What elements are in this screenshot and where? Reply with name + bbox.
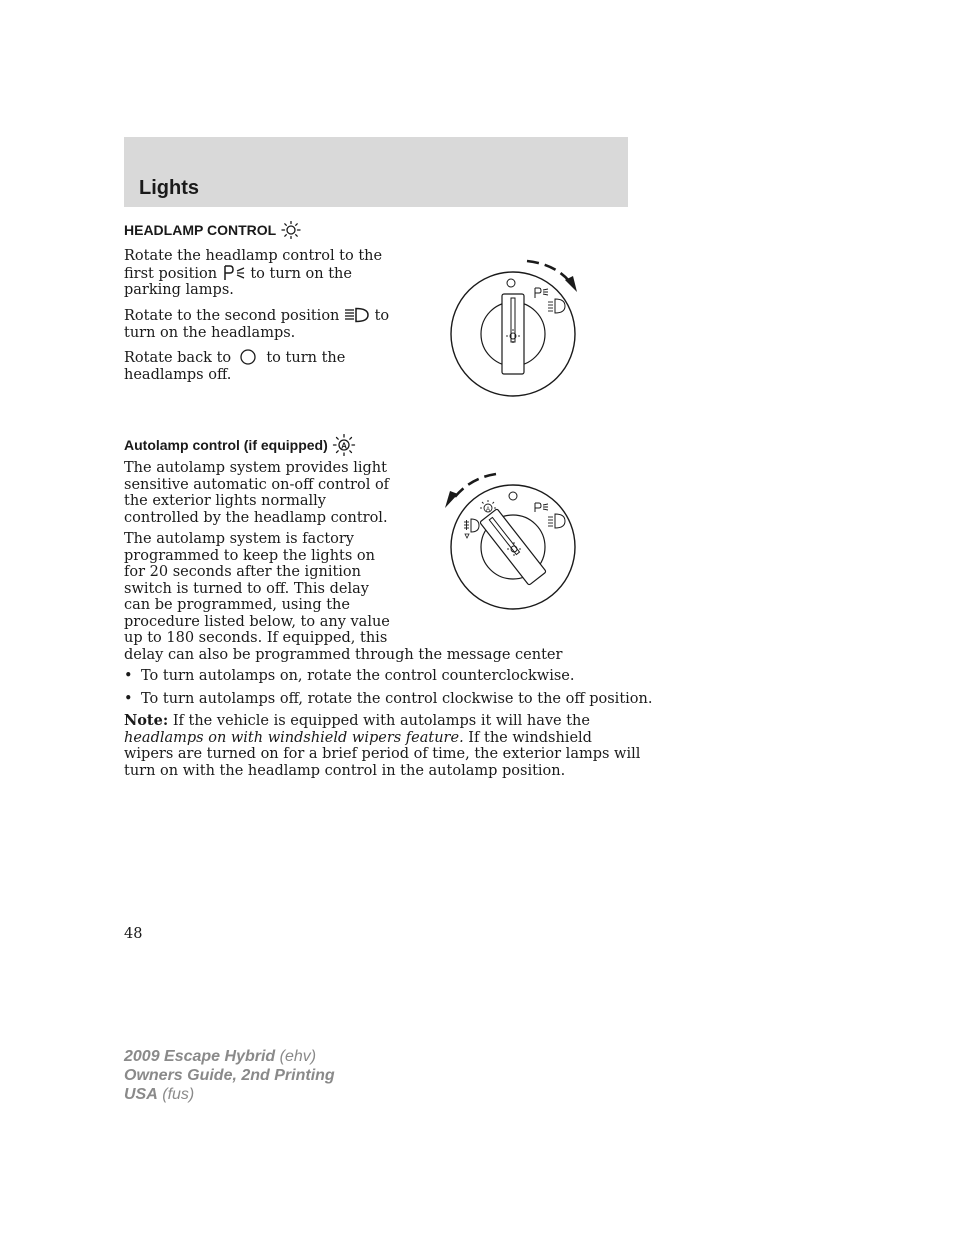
headlamp-p2-text-a: Rotate to the second position [124,308,340,324]
note-line2 [124,730,640,747]
note-label: Note: [124,712,169,729]
headlamp-control-dial-illustration [440,252,590,404]
headlamp-p1-line1: Rotate the headlamp control to the [124,248,383,264]
autolamp-p2-line5: can be programmed, using the [124,597,350,613]
autolamp-p2-line8: delay can also be programmed through the message center [124,646,563,663]
autolamp-paragraph-1 [124,460,389,526]
footer-line3 [124,1085,335,1104]
note-line1 [124,713,640,730]
autolamp-p2-line1: The autolamp system is factory [124,531,355,547]
bullet-autolamps-on-text: To turn autolamps on, rotate the control counterclockwise. [141,668,575,684]
headlamp-p1-line2 [124,265,384,283]
footer-market-code: (fus) [162,1086,195,1103]
headlamp-paragraph-2 [124,307,394,341]
footer-line1 [124,1047,335,1066]
autolamp-p1-line2: sensitive automatic on-off control of [124,476,390,493]
bullet-autolamps-off-text: To turn autolamps off, rotate the control clockwise to the off position. [141,691,653,707]
headlamp-control-heading [124,221,302,239]
bullet-dot-icon: • [124,691,133,707]
footer-line2 [124,1066,335,1085]
autolamp-control-heading-text: Autolamp control (if equipped) [124,437,328,453]
dial2-headlamp-icon [548,514,565,528]
note-text-italic: headlamps on with windshield wipers feature. [124,729,464,746]
headlamp-p1-text-c: to turn on the [250,265,352,282]
note-text-a: If the vehicle is equipped with autolamps it will have the [172,713,590,729]
footer-model-code: (ehv) [279,1048,317,1065]
headlamp-p3-text-a: Rotate back to [124,350,232,366]
note-text-c: If the windshield [468,729,592,746]
headlamp-paragraph-3 [124,349,394,383]
bullet-autolamps-on [124,668,575,685]
autolamp-p1-line1: The autolamp system provides light [124,460,387,476]
dial-parking-icon [535,288,548,298]
footer-model: 2009 Escape Hybrid [124,1048,276,1065]
bullet-dot-icon: • [124,668,133,684]
autolamp-p2-line6: procedure listed below, to any value [124,613,390,630]
note-line3: wipers are turned on for a brief period of time, the exterior lamps will [124,746,641,762]
chapter-header-band [124,137,628,207]
autolamp-sun-a-icon [332,434,356,456]
footer-market: USA [124,1086,158,1103]
headlamp-p2-text-b: to [374,308,390,324]
headlamp-p1-line3: parking lamps. [124,282,234,298]
autolamp-p2-line4: switch is turned to off. This delay [124,580,369,597]
autolamp-control-heading [124,434,356,456]
headlamp-p2-line2: turn on the headlamps. [124,324,296,341]
document-footer [124,1047,335,1104]
autolamp-p1-line4: controlled by the headlamp control. [124,509,388,526]
bullet-autolamps-off [124,691,652,708]
svg-text:A: A [340,441,347,451]
headlamp-sun-icon [280,221,302,239]
footer-edition: Owners Guide, 2nd Printing [124,1067,335,1084]
parking-lamp-icon [222,265,246,281]
headlamp-p3-text-b: to turn the [266,350,346,366]
headlamp-beam-icon [344,307,370,323]
dial2-fog-lamp-icon [464,519,479,538]
dial2-parking-icon [535,503,548,512]
headlamp-p3-line2: headlamps off. [124,366,232,383]
autolamp-p2-line2: programmed to keep the lights on [124,547,375,564]
note-line4: turn on with the headlamp control in the autolamp position. [124,762,566,779]
headlamp-p3-line1 [124,349,394,367]
autolamp-p2-line7: up to 180 seconds. If equipped, this [124,630,388,646]
autolamp-p1-line3: the exterior lights normally [124,493,326,509]
headlamp-p2-line1 [124,307,394,325]
autolamp-note [124,713,640,779]
chapter-title: Lights [139,177,199,199]
dial-headlamp-icon [548,299,565,313]
off-position-icon [236,349,262,365]
svg-text:A: A [485,507,491,513]
page-number: 48 [124,926,143,942]
autolamp-p2-line3: for 20 seconds after the ignition [124,564,361,580]
headlamp-control-heading-text: HEADLAMP CONTROL [124,222,277,238]
headlamp-paragraph-1 [124,248,384,299]
autolamp-control-dial-illustration [440,466,590,616]
counterclockwise-arrow-icon [445,474,496,508]
headlamp-p1-text-b: first position [124,265,218,282]
